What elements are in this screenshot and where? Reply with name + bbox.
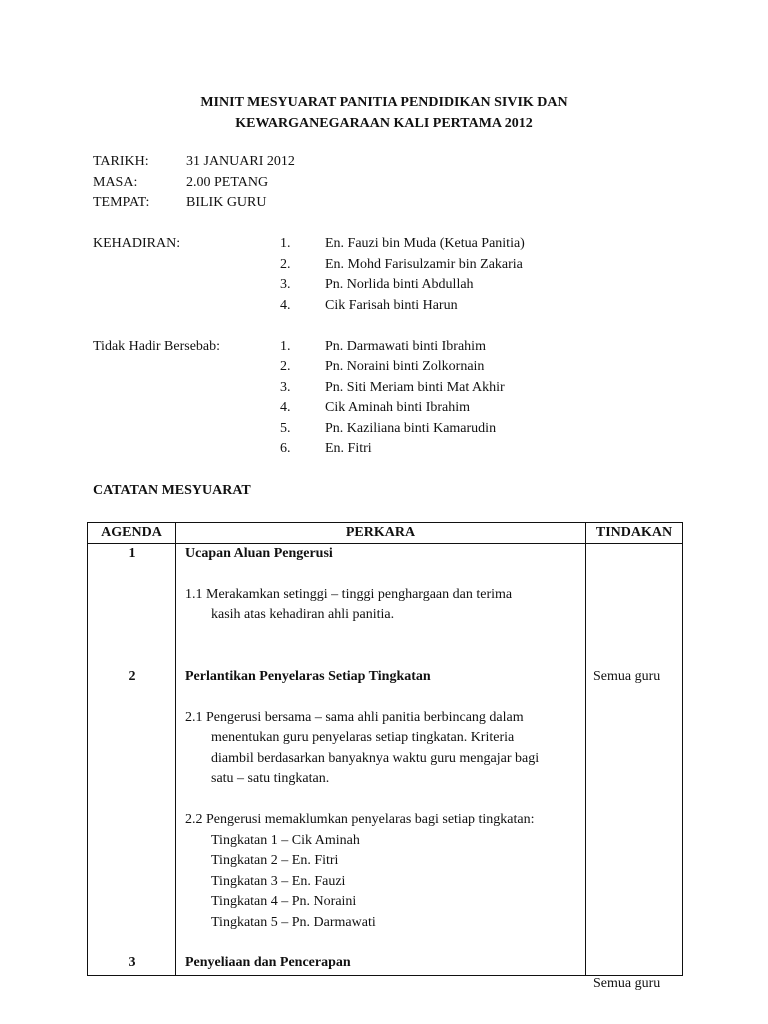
info-label: TEMPAT: [93, 195, 150, 210]
absentee-name: Pn. Noraini binti Zolkornain [325, 359, 485, 374]
form-coordinator: Tingkatan 4 – Pn. Noraini [211, 894, 357, 909]
form-coordinator: Tingkatan 2 – En. Fitri [211, 853, 339, 868]
agenda-number: 1 [128, 546, 136, 561]
table-header-row [88, 523, 683, 544]
document-title [0, 92, 768, 134]
absentee-number: 2. [280, 359, 291, 374]
agenda-item-line: satu – satu tingkatan. [211, 771, 330, 786]
action-text: Semua guru [593, 669, 661, 684]
attendance-present-label: KEHADIRAN: [93, 236, 181, 251]
notes-heading: CATATAN MESYUARAT [93, 483, 251, 498]
perkara-column [176, 544, 586, 976]
agenda-number: 2 [128, 669, 136, 684]
attendee-name: Pn. Norlida binti Abdullah [325, 277, 474, 292]
absentee-name: Pn. Siti Meriam binti Mat Akhir [325, 380, 505, 395]
agenda-item-line: menentukan guru penyelaras setiap tingkatan. Kriteria [211, 730, 515, 745]
absentee-name: Cik Aminah binti Ibrahim [325, 400, 471, 415]
absentee-number: 1. [280, 339, 291, 354]
attendee-name: En. Mohd Farisulzamir bin Zakaria [325, 257, 523, 272]
agenda-item-line: 1.1 Merakamkan setinggi – tinggi penghargaan dan terima [185, 587, 513, 602]
absentee-number: 6. [280, 441, 291, 456]
absentee-name: En. Fitri [325, 441, 372, 456]
header-agenda: AGENDA [88, 523, 176, 544]
info-value: BILIK GURU [186, 195, 267, 210]
agenda-column [88, 544, 176, 976]
form-coordinator: Tingkatan 3 – En. Fauzi [211, 874, 346, 889]
info-label: MASA: [93, 175, 138, 190]
agenda-title: Ucapan Aluan Pengerusi [185, 546, 333, 561]
info-value: 2.00 PETANG [186, 175, 269, 190]
attendee-number: 3. [280, 277, 291, 292]
title-line-1: MINIT MESYUARAT PANITIA PENDIDIKAN SIVIK DAN [200, 95, 568, 110]
absentee-number: 3. [280, 380, 291, 395]
agenda-item-line: 2.2 Pengerusi memaklumkan penyelaras bagi setiap tingkatan: [185, 812, 535, 827]
attendee-name: En. Fauzi bin Muda (Ketua Panitia) [325, 236, 525, 251]
info-label: TARIKH: [93, 154, 149, 169]
tindakan-column [586, 544, 683, 991]
form-coordinator: Tingkatan 5 – Pn. Darmawati [211, 915, 376, 930]
action-text: Semua guru [593, 976, 661, 991]
absentee-name: Pn. Kaziliana binti Kamarudin [325, 421, 497, 436]
minutes-table [87, 522, 683, 991]
header-perkara: PERKARA [176, 523, 586, 544]
agenda-item-line: diambil berdasarkan banyaknya waktu guru mengajar bagi [211, 751, 540, 766]
attendee-name: Cik Farisah binti Harun [325, 298, 458, 313]
agenda-title: Perlantikan Penyelaras Setiap Tingkatan [185, 669, 431, 684]
attendee-number: 4. [280, 298, 291, 313]
attendee-number: 1. [280, 236, 291, 251]
header-tindakan: TINDAKAN [586, 523, 683, 544]
info-value: 31 JANUARI 2012 [186, 154, 295, 169]
agenda-title: Penyeliaan dan Pencerapan [185, 955, 351, 970]
attendance-absent-label: Tidak Hadir Bersebab: [93, 339, 221, 354]
attendee-number: 2. [280, 257, 291, 272]
agenda-item-line: kasih atas kehadiran ahli panitia. [211, 607, 395, 622]
table-body-row [88, 544, 683, 976]
title-line-2: KEWARGANEGARAAN KALI PERTAMA 2012 [235, 116, 533, 131]
absentee-number: 4. [280, 400, 291, 415]
absentee-number: 5. [280, 421, 291, 436]
agenda-item-line: 2.1 Pengerusi bersama – sama ahli panitia berbincang dalam [185, 710, 524, 725]
absentee-name: Pn. Darmawati binti Ibrahim [325, 339, 486, 354]
form-coordinator: Tingkatan 1 – Cik Aminah [211, 833, 360, 848]
agenda-number: 3 [128, 955, 136, 970]
